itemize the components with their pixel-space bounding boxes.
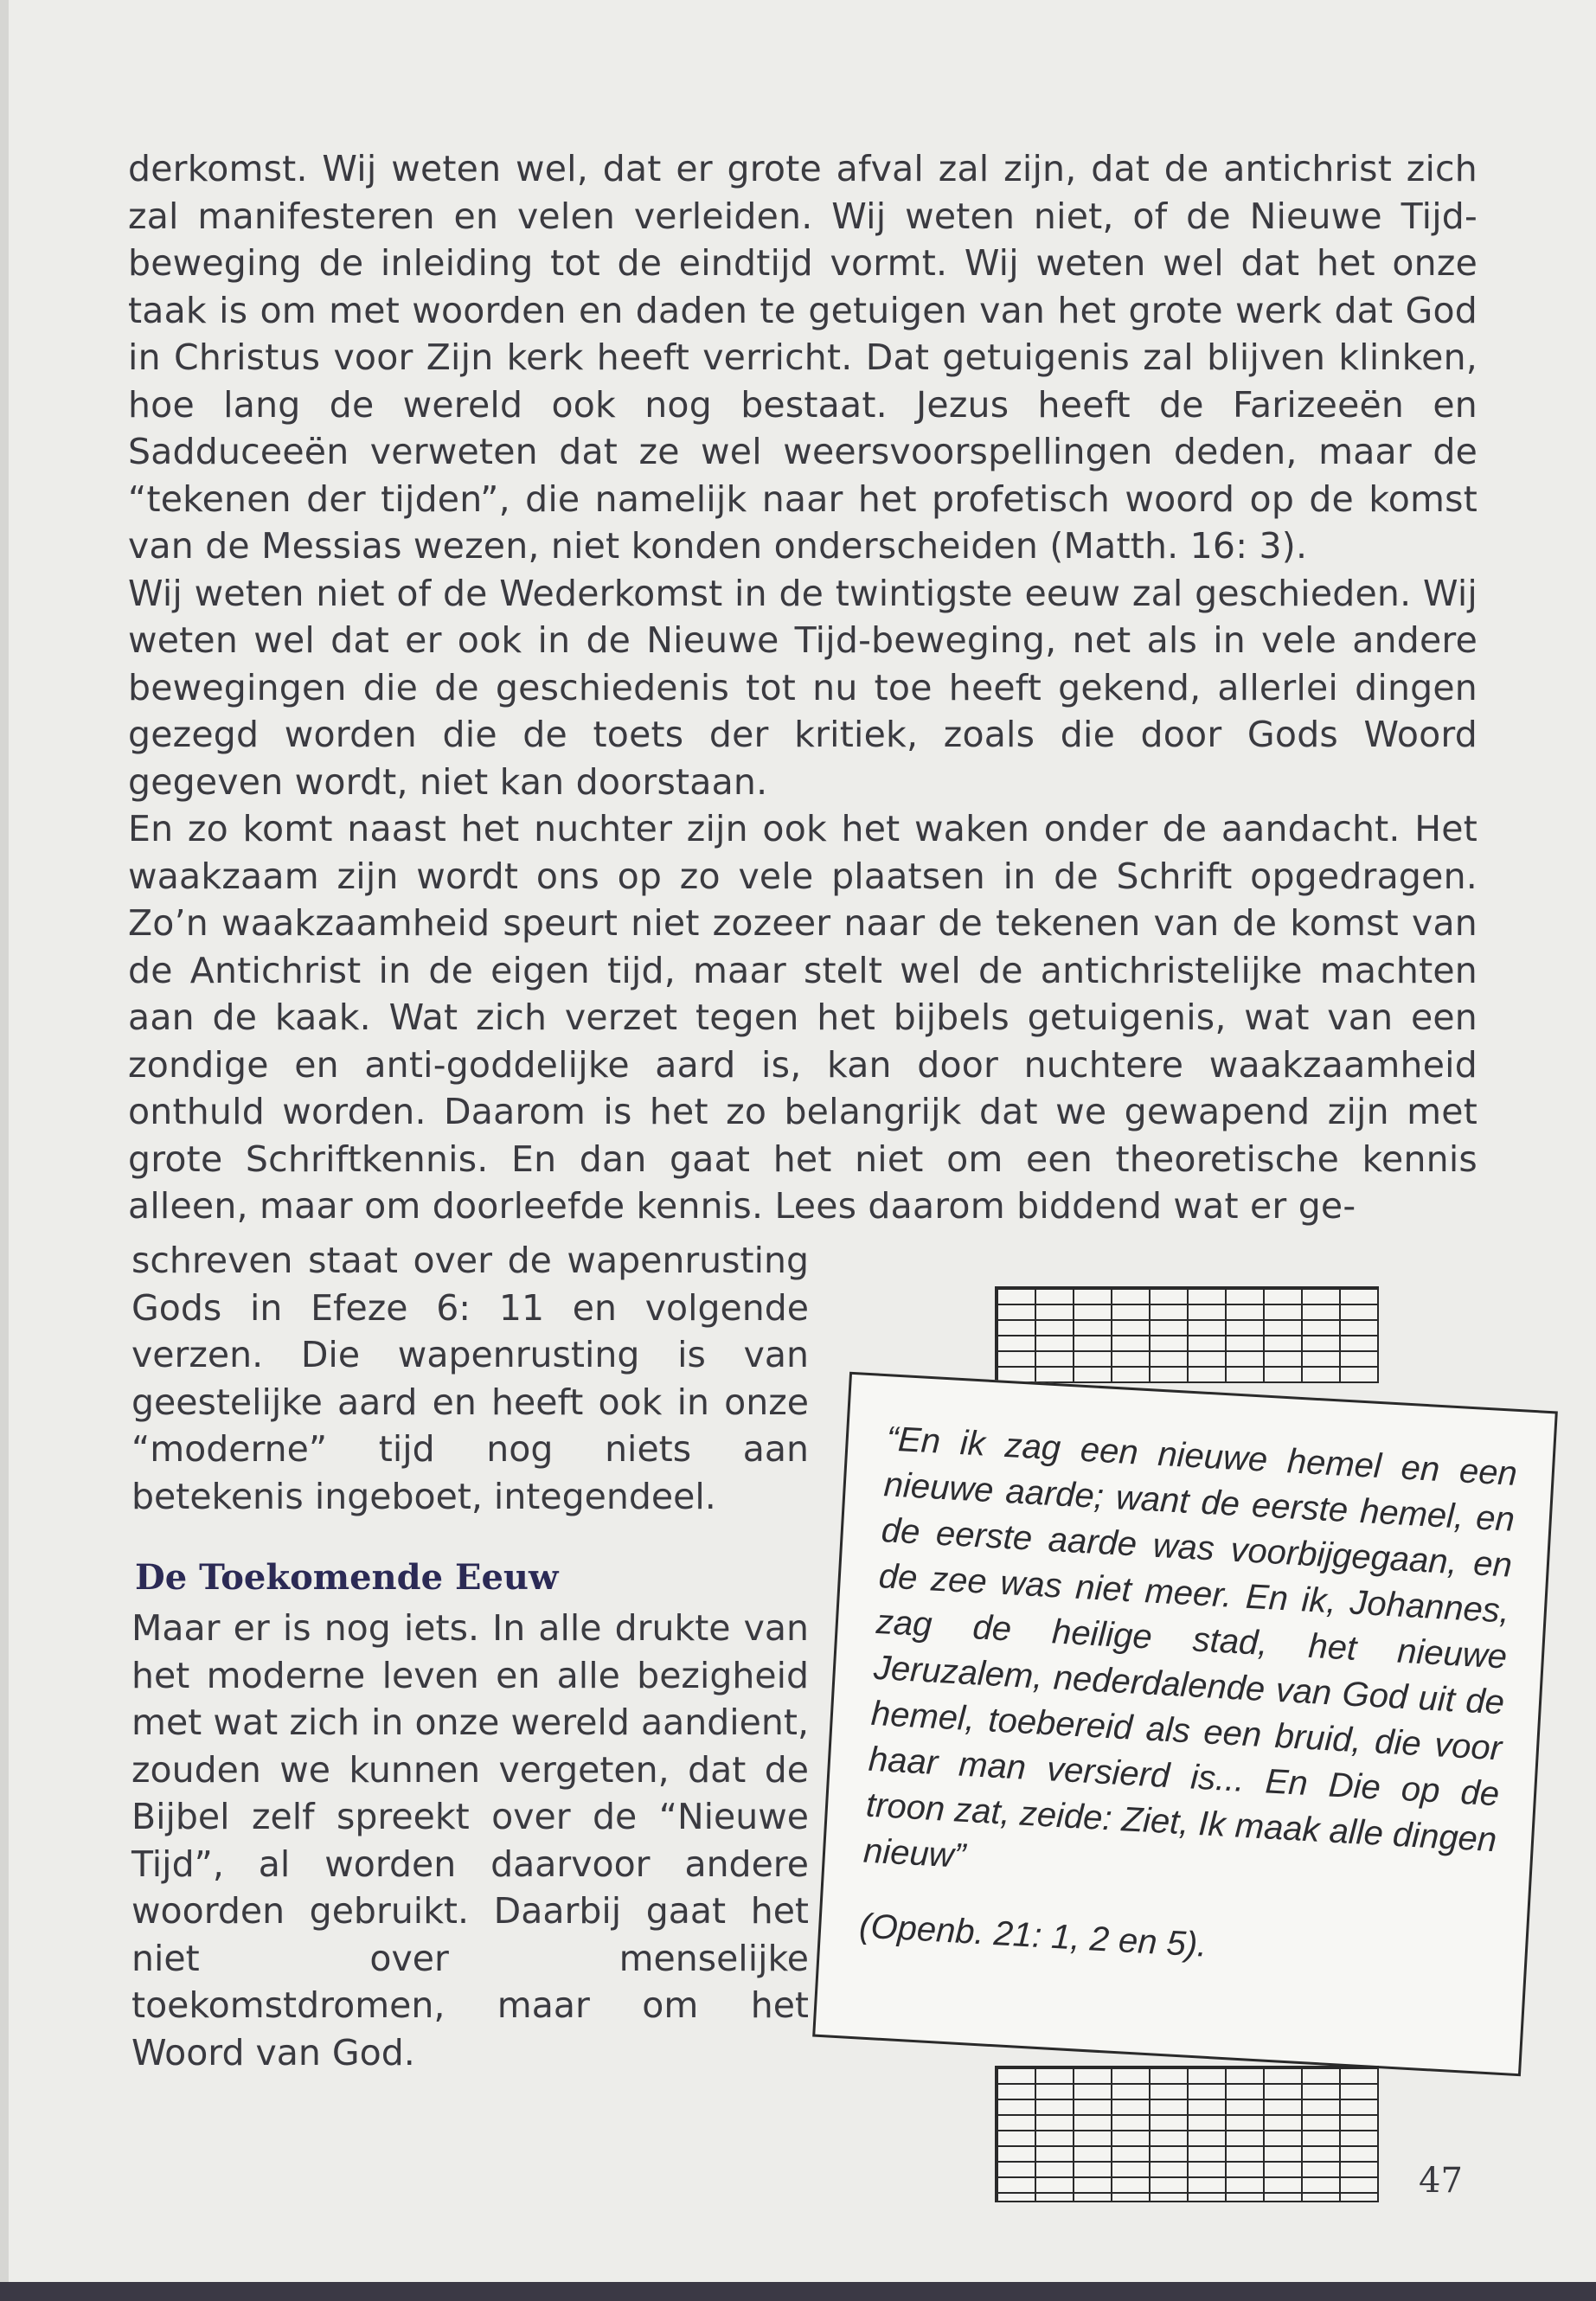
main-text-block <box>128 145 1477 1230</box>
page-edge <box>0 0 9 2301</box>
scripture-quote-box <box>812 1372 1558 2077</box>
brick-wall-illustration-bottom <box>995 2066 1379 2202</box>
paragraph-2: Wij weten niet of de Wederkomst in de twintigste eeuw zal geschieden. Wij weten wel dat er ook in de Nieuwe Tijd-beweging, net als in vele andere bewegingen die de geschiedenis tot nu toe heeft gekend, allerlei dingen gezegd worden die de toets der kritiek, zoals die door Gods Woord gegeven wordt, niet kan doorstaan. <box>128 572 1477 803</box>
left-column-section <box>131 1605 809 2076</box>
left-column-continued <box>131 1237 809 1520</box>
section-heading: De Toekomende Eeuw <box>135 1557 559 1598</box>
brick-wall-illustration-top <box>995 1286 1379 1383</box>
quote-text: “En ik zag een nieuwe hemel en een nieuwe aarde; want de eerste hemel, en de eerste aarde was voorbijgegaan, en de zee was niet meer. En ik, Johannes, zag de heilige stad, het nieuwe Jeruzalem, nederdalende van God uit de hemel, toebereid als een bruid, die voor haar man versierd is... En Die op de troon zat, zeide: Ziet, Ik maak alle dingen nieuw” <box>862 1420 1518 1876</box>
page-number: 47 <box>1419 2161 1463 2201</box>
paragraph-3: En zo komt naast het nuchter zijn ook het waken onder de aandacht. Het waakzaam zijn wordt ons op zo vele plaatsen in de Schrift opgedragen. Zo’n waakzaamheid speurt niet zozeer naar de tekenen van de komst van de Antichrist in de eigen tijd, maar stelt wel de antichristelijke machten aan de kaak. Wat zich verzet tegen het bijbels getuigenis, wat van een zondige en anti-goddelijke aard is, kan door nuchtere waakzaamheid onthuld worden. Daarom is het zo belangrijk dat we gewapend zijn met grote Schriftkennis. En dan gaat het niet om een theoretische kennis alleen, maar om doorleefde kennis. Lees daarom biddend wat er ge- <box>128 808 1477 1227</box>
section-paragraph: Maar er is nog iets. In alle drukte van het moderne leven en alle bezigheid met wat zich in onze wereld aandient, zouden we kunnen vergeten, dat de Bijbel zelf spreekt over de “Nieuwe Tijd”, al worden daarvoor andere woorden gebruikt. Daarbij gaat het niet over menselijke toekomstdromen, maar om het Woord van God. <box>131 1607 809 2073</box>
bottom-border <box>0 2282 1596 2301</box>
paragraph-continued: schreven staat over de wapenrusting Gods in Efeze 6: 11 en volgende verzen. Die wapenrusting is van geestelijke aard en heeft ook in onze “moderne” tijd nog niets aan betekenis ingeboet, integendeel. <box>131 1240 809 1517</box>
paragraph-1: derkomst. Wij weten wel, dat er grote afval zal zijn, dat de antichrist zich zal manifesteren en velen verleiden. Wij weten niet, of de Nieuwe Tijd-beweging de inleiding tot de eindtijd vormt. Wij weten wel dat het onze taak is om met woorden en daden te getuigen van het grote werk dat God in Christus voor Zijn kerk heeft verricht. Dat getuigenis zal blijven klinken, hoe lang de wereld ook nog bestaat. Jezus heeft de Farizeeën en Sadduceeën verweten dat ze wel weersvoorspellingen deden, maar de “tekenen der tijden”, die namelijk naar het profetisch woord op de komst van de Messias wezen, niet konden onderscheiden (Matth. 16: 3). <box>128 148 1477 567</box>
quote-reference: (Openb. 21: 1, 2 en 5). <box>858 1907 1208 1965</box>
